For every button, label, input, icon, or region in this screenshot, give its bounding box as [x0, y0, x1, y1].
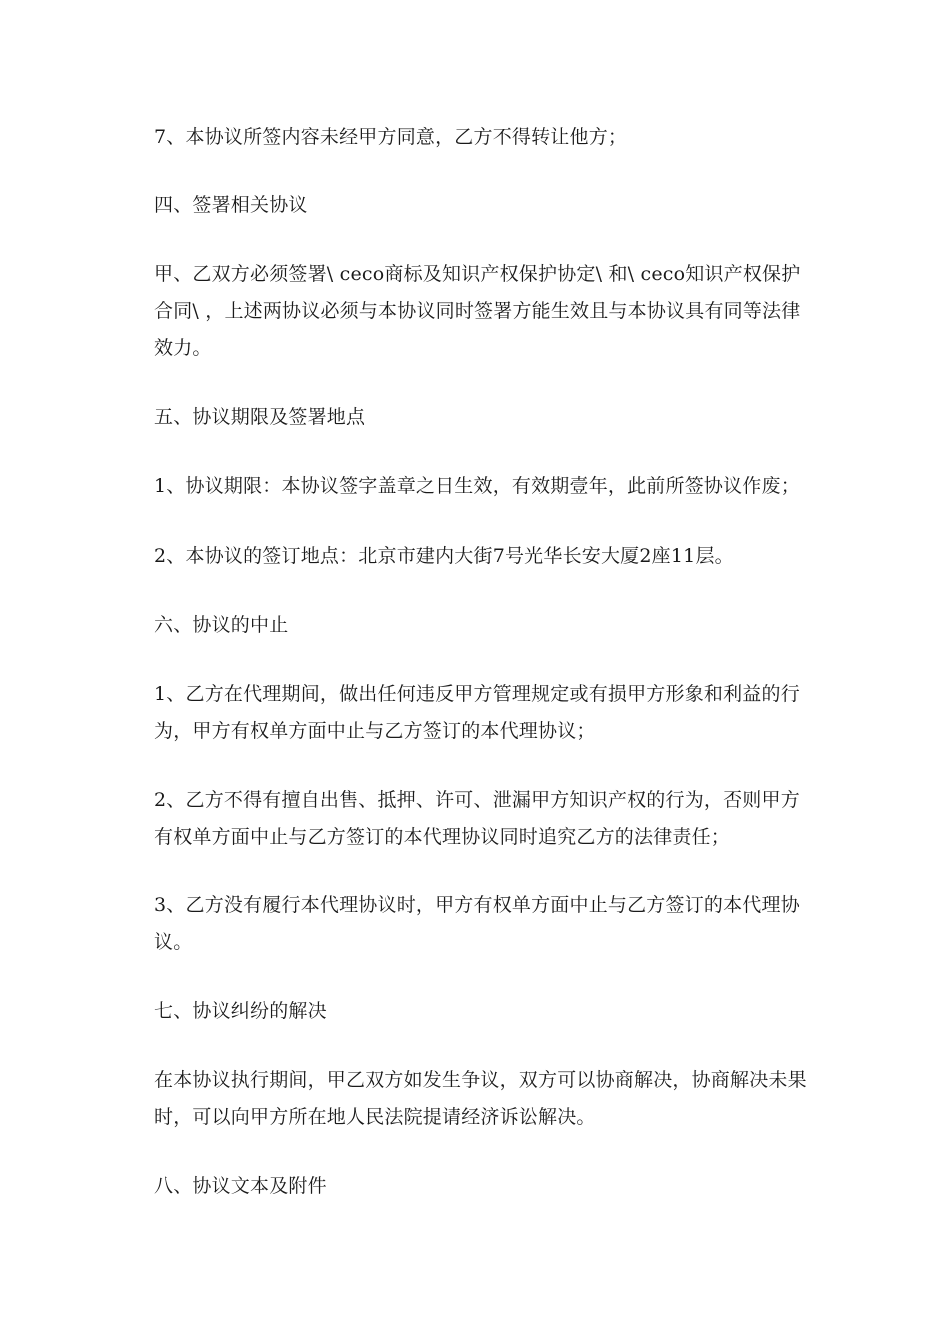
section-8-heading: 八、协议文本及附件	[154, 1175, 327, 1197]
section-5-item-1: 1、协议期限：本协议签字盖章之日生效，有效期壹年，此前所签协议作废；	[154, 475, 800, 497]
section-4-body: 甲、乙双方必须签署\ ceco商标及知识产权保护协定\ 和\ ceco知识产权保护合同\ ，上述两协议必须与本协议同时签署方能生效且与本协议具有同等法律效力。	[154, 263, 801, 359]
section-7-heading: 七、协议纠纷的解决	[154, 1000, 327, 1022]
section-5-heading: 五、协议期限及签署地点	[154, 406, 366, 428]
section-6-item-2: 2、乙方不得有擅自出售、抵押、许可、泄漏甲方知识产权的行为，否则甲方有权单方面中止与乙方签订的本代理协议同时追究乙方的法律责任；	[154, 789, 800, 848]
section-4-heading: 四、签署相关协议	[154, 194, 308, 216]
section-6-item-1: 1、乙方在代理期间，做出任何违反甲方管理规定或有损甲方形象和利益的行为，甲方有权单方面中止与乙方签订的本代理协议；	[154, 683, 800, 742]
section-7-body: 在本协议执行期间，甲乙双方如发生争议，双方可以协商解决，协商解决未果时，可以向甲方所在地人民法院提请经济诉讼解决。	[154, 1069, 807, 1128]
section-5-item-2: 2、本协议的签订地点：北京市建内大街7号光华长安大厦2座11层。	[154, 545, 734, 567]
section-6-heading: 六、协议的中止	[154, 614, 289, 636]
clause-7-text: 7、本协议所签内容未经甲方同意，乙方不得转让他方；	[154, 126, 628, 148]
section-6-item-3: 3、乙方没有履行本代理协议时，甲方有权单方面中止与乙方签订的本代理协议。	[154, 894, 800, 953]
